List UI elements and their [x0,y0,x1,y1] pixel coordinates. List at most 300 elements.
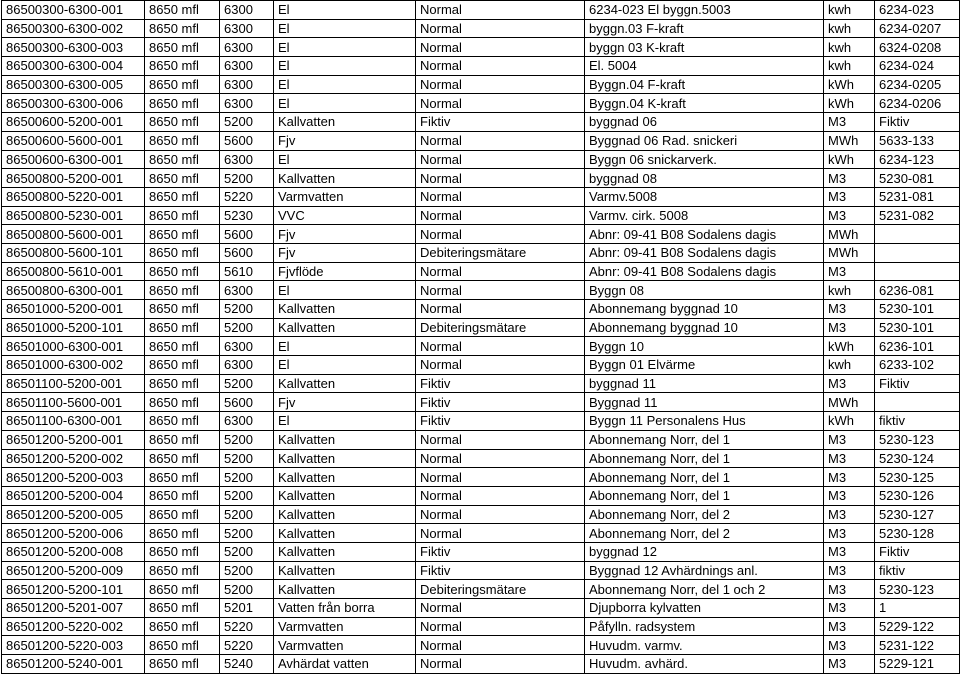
type-cell: Fiktiv [416,113,585,132]
type-cell: Fiktiv [416,542,585,561]
description-cell: Byggnad 12 Avhärdnings anl. [585,561,824,580]
meter-id-cell: 86501100-6300-001 [2,412,145,431]
description-cell: Djupborra kylvatten [585,599,824,618]
table-row [2,505,960,524]
area-cell: 8650 mfl [145,206,220,225]
meter-id-cell: 86501200-5220-003 [2,636,145,655]
unit-cell: kWh [824,337,875,356]
table-row [2,542,960,561]
meter-id-cell: 86500800-5200-001 [2,169,145,188]
media-cell: Fjvflöde [274,262,416,281]
description-cell: Huvudm. varmv. [585,636,824,655]
unit-cell: M3 [824,505,875,524]
code-cell: 5200 [220,318,274,337]
table-row [2,1,960,20]
area-cell: 8650 mfl [145,449,220,468]
media-cell: Fjv [274,131,416,150]
area-cell: 8650 mfl [145,113,220,132]
media-cell: Kallvatten [274,374,416,393]
meter-id-cell: 86500600-5200-001 [2,113,145,132]
account-cell: 6234-023 [875,1,960,20]
unit-cell: M3 [824,486,875,505]
table-row [2,94,960,113]
area-cell: 8650 mfl [145,524,220,543]
description-cell: byggn.03 F-kraft [585,19,824,38]
unit-cell: M3 [824,636,875,655]
description-cell: byggnad 12 [585,542,824,561]
meter-id-cell: 86500600-5600-001 [2,131,145,150]
type-cell: Normal [416,655,585,674]
code-cell: 6300 [220,150,274,169]
type-cell: Debiteringsmätare [416,243,585,262]
code-cell: 5600 [220,225,274,244]
unit-cell: M3 [824,300,875,319]
meter-id-cell: 86501200-5200-101 [2,580,145,599]
meter-id-cell: 86501200-5200-002 [2,449,145,468]
table-row [2,636,960,655]
area-cell: 8650 mfl [145,561,220,580]
area-cell: 8650 mfl [145,599,220,618]
media-cell: El [274,38,416,57]
unit-cell: M3 [824,655,875,674]
description-cell: Varmv.5008 [585,187,824,206]
meter-id-cell: 86500800-5230-001 [2,206,145,225]
table-row [2,113,960,132]
code-cell: 6300 [220,38,274,57]
area-cell: 8650 mfl [145,38,220,57]
area-cell: 8650 mfl [145,430,220,449]
type-cell: Normal [416,57,585,76]
type-cell: Normal [416,1,585,20]
table-row [2,393,960,412]
description-cell: Abnr: 09-41 B08 Sodalens dagis [585,225,824,244]
media-cell: Kallvatten [274,486,416,505]
area-cell: 8650 mfl [145,655,220,674]
unit-cell: kwh [824,19,875,38]
unit-cell: kWh [824,150,875,169]
unit-cell: kwh [824,38,875,57]
code-cell: 5200 [220,505,274,524]
account-cell: 5230-101 [875,318,960,337]
table-row [2,75,960,94]
type-cell: Normal [416,617,585,636]
meter-id-cell: 86500300-6300-002 [2,19,145,38]
account-cell: 6234-0207 [875,19,960,38]
type-cell: Normal [416,262,585,281]
media-cell: Kallvatten [274,430,416,449]
account-cell: 5230-125 [875,468,960,487]
unit-cell: M3 [824,206,875,225]
area-cell: 8650 mfl [145,300,220,319]
code-cell: 6300 [220,281,274,300]
code-cell: 5200 [220,430,274,449]
media-cell: El [274,94,416,113]
area-cell: 8650 mfl [145,486,220,505]
code-cell: 5230 [220,206,274,225]
media-cell: Kallvatten [274,524,416,543]
code-cell: 5200 [220,468,274,487]
area-cell: 8650 mfl [145,243,220,262]
code-cell: 5200 [220,542,274,561]
area-cell: 8650 mfl [145,1,220,20]
meter-id-cell: 86500300-6300-003 [2,38,145,57]
unit-cell: kwh [824,281,875,300]
meter-id-cell: 86500800-6300-001 [2,281,145,300]
unit-cell: M3 [824,468,875,487]
unit-cell: kWh [824,75,875,94]
meter-id-cell: 86500800-5600-001 [2,225,145,244]
account-cell: 5230-123 [875,430,960,449]
code-cell: 5200 [220,169,274,188]
meter-id-cell: 86501100-5600-001 [2,393,145,412]
area-cell: 8650 mfl [145,225,220,244]
account-cell [875,393,960,412]
description-cell: 6234-023 El byggn.5003 [585,1,824,20]
media-cell: Avhärdat vatten [274,655,416,674]
type-cell: Normal [416,356,585,375]
code-cell: 6300 [220,19,274,38]
description-cell: Byggnad 06 Rad. snickeri [585,131,824,150]
account-cell: Fiktiv [875,542,960,561]
media-cell: El [274,412,416,431]
area-cell: 8650 mfl [145,337,220,356]
area-cell: 8650 mfl [145,580,220,599]
table-row [2,169,960,188]
description-cell: byggnad 08 [585,169,824,188]
meter-id-cell: 86501200-5200-009 [2,561,145,580]
type-cell: Normal [416,486,585,505]
area-cell: 8650 mfl [145,281,220,300]
area-cell: 8650 mfl [145,393,220,412]
table-row [2,281,960,300]
table-row [2,318,960,337]
meter-table [1,0,960,674]
unit-cell: kwh [824,1,875,20]
unit-cell: M3 [824,561,875,580]
unit-cell: M3 [824,542,875,561]
description-cell: Byggn.04 F-kraft [585,75,824,94]
account-cell: 5231-122 [875,636,960,655]
description-cell: Abnr: 09-41 B08 Sodalens dagis [585,243,824,262]
type-cell: Normal [416,94,585,113]
type-cell: Normal [416,599,585,618]
type-cell: Normal [416,636,585,655]
meter-id-cell: 86500300-6300-006 [2,94,145,113]
table-row [2,599,960,618]
unit-cell: M3 [824,187,875,206]
table-row [2,243,960,262]
account-cell: Fiktiv [875,113,960,132]
media-cell: Kallvatten [274,318,416,337]
type-cell: Normal [416,38,585,57]
table-row [2,337,960,356]
unit-cell: MWh [824,243,875,262]
meter-id-cell: 86500600-6300-001 [2,150,145,169]
meter-id-cell: 86501000-5200-101 [2,318,145,337]
account-cell: 5231-081 [875,187,960,206]
table-row [2,430,960,449]
media-cell: Kallvatten [274,580,416,599]
meter-id-cell: 86501200-5200-005 [2,505,145,524]
table-row [2,412,960,431]
unit-cell: M3 [824,430,875,449]
account-cell: 5230-124 [875,449,960,468]
code-cell: 5600 [220,131,274,150]
code-cell: 5610 [220,262,274,281]
type-cell: Debiteringsmätare [416,318,585,337]
code-cell: 5200 [220,449,274,468]
description-cell: byggnad 06 [585,113,824,132]
description-cell: Byggnad 11 [585,393,824,412]
unit-cell: kwh [824,57,875,76]
description-cell: Abonnemang byggnad 10 [585,300,824,319]
description-cell: Abonnemang Norr, del 1 [585,430,824,449]
media-cell: Kallvatten [274,449,416,468]
type-cell: Normal [416,19,585,38]
account-cell: 6233-102 [875,356,960,375]
area-cell: 8650 mfl [145,75,220,94]
type-cell: Normal [416,449,585,468]
code-cell: 6300 [220,75,274,94]
type-cell: Fiktiv [416,412,585,431]
description-cell: Abonnemang Norr, del 1 [585,449,824,468]
media-cell: Kallvatten [274,542,416,561]
type-cell: Normal [416,281,585,300]
description-cell: Abonnemang Norr, del 1 [585,468,824,487]
type-cell: Fiktiv [416,393,585,412]
meter-id-cell: 86501200-5220-002 [2,617,145,636]
account-cell: fiktiv [875,561,960,580]
account-cell: Fiktiv [875,374,960,393]
type-cell: Normal [416,300,585,319]
table-row [2,580,960,599]
table-row [2,617,960,636]
code-cell: 6300 [220,356,274,375]
code-cell: 6300 [220,1,274,20]
unit-cell: M3 [824,169,875,188]
media-cell: VVC [274,206,416,225]
description-cell: Byggn.04 K-kraft [585,94,824,113]
table-row [2,524,960,543]
unit-cell: MWh [824,393,875,412]
area-cell: 8650 mfl [145,374,220,393]
account-cell: 5230-126 [875,486,960,505]
table-row [2,262,960,281]
type-cell: Fiktiv [416,374,585,393]
unit-cell: M3 [824,449,875,468]
media-cell: Varmvatten [274,187,416,206]
account-cell: 5229-121 [875,655,960,674]
area-cell: 8650 mfl [145,19,220,38]
unit-cell: MWh [824,225,875,244]
code-cell: 5240 [220,655,274,674]
area-cell: 8650 mfl [145,150,220,169]
table-row [2,57,960,76]
code-cell: 5220 [220,636,274,655]
media-cell: Vatten från borra [274,599,416,618]
account-cell: 6234-123 [875,150,960,169]
type-cell: Normal [416,131,585,150]
meter-id-cell: 86501200-5200-006 [2,524,145,543]
meter-id-cell: 86501200-5200-004 [2,486,145,505]
description-cell: Byggn 01 Elvärme [585,356,824,375]
meter-id-cell: 86501100-5200-001 [2,374,145,393]
account-cell: 5230-123 [875,580,960,599]
table-row [2,19,960,38]
type-cell: Normal [416,524,585,543]
area-cell: 8650 mfl [145,412,220,431]
account-cell: 5633-133 [875,131,960,150]
description-cell: Byggn 10 [585,337,824,356]
table-row [2,486,960,505]
area-cell: 8650 mfl [145,505,220,524]
account-cell: 5231-082 [875,206,960,225]
description-cell: Abonnemang Norr, del 2 [585,505,824,524]
account-cell: 6234-0206 [875,94,960,113]
unit-cell: kWh [824,94,875,113]
table-row [2,187,960,206]
unit-cell: M3 [824,599,875,618]
media-cell: El [274,281,416,300]
account-cell: 6236-081 [875,281,960,300]
meter-id-cell: 86500800-5600-101 [2,243,145,262]
description-cell: Påfylln. radsystem [585,617,824,636]
unit-cell: M3 [824,262,875,281]
meter-id-cell: 86501200-5200-008 [2,542,145,561]
code-cell: 5200 [220,113,274,132]
area-cell: 8650 mfl [145,169,220,188]
table-row [2,300,960,319]
code-cell: 5200 [220,374,274,393]
area-cell: 8650 mfl [145,318,220,337]
meter-id-cell: 86500800-5220-001 [2,187,145,206]
description-cell: Byggn 06 snickarverk. [585,150,824,169]
area-cell: 8650 mfl [145,94,220,113]
type-cell: Fiktiv [416,561,585,580]
account-cell: 6234-024 [875,57,960,76]
code-cell: 5201 [220,599,274,618]
media-cell: Kallvatten [274,169,416,188]
description-cell: Abonnemang Norr, del 1 och 2 [585,580,824,599]
area-cell: 8650 mfl [145,617,220,636]
code-cell: 6300 [220,337,274,356]
description-cell: Byggn 11 Personalens Hus [585,412,824,431]
code-cell: 5600 [220,393,274,412]
media-cell: Kallvatten [274,468,416,487]
meter-id-cell: 86501000-5200-001 [2,300,145,319]
code-cell: 5220 [220,187,274,206]
account-cell: 5230-127 [875,505,960,524]
table-row [2,449,960,468]
account-cell: 1 [875,599,960,618]
meter-id-cell: 86500300-6300-004 [2,57,145,76]
account-cell: 6324-0208 [875,38,960,57]
account-cell: 6236-101 [875,337,960,356]
media-cell: Kallvatten [274,300,416,319]
description-cell: Abonnemang byggnad 10 [585,318,824,337]
description-cell: El. 5004 [585,57,824,76]
meter-id-cell: 86501200-5240-001 [2,655,145,674]
unit-cell: M3 [824,524,875,543]
area-cell: 8650 mfl [145,468,220,487]
unit-cell: M3 [824,580,875,599]
account-cell: 6234-0205 [875,75,960,94]
account-cell [875,262,960,281]
code-cell: 5200 [220,300,274,319]
type-cell: Normal [416,150,585,169]
media-cell: Fjv [274,393,416,412]
area-cell: 8650 mfl [145,262,220,281]
code-cell: 6300 [220,94,274,113]
account-cell: 5230-081 [875,169,960,188]
unit-cell: MWh [824,131,875,150]
media-cell: Fjv [274,225,416,244]
code-cell: 6300 [220,57,274,76]
meter-id-cell: 86501200-5201-007 [2,599,145,618]
description-cell: Varmv. cirk. 5008 [585,206,824,225]
area-cell: 8650 mfl [145,57,220,76]
type-cell: Normal [416,206,585,225]
code-cell: 6300 [220,412,274,431]
media-cell: Kallvatten [274,505,416,524]
media-cell: El [274,1,416,20]
unit-cell: kWh [824,412,875,431]
table-row [2,38,960,57]
media-cell: El [274,337,416,356]
code-cell: 5600 [220,243,274,262]
meter-id-cell: 86500300-6300-001 [2,1,145,20]
account-cell [875,225,960,244]
unit-cell: M3 [824,617,875,636]
type-cell: Normal [416,468,585,487]
table-row [2,225,960,244]
media-cell: Kallvatten [274,113,416,132]
description-cell: byggn 03 K-kraft [585,38,824,57]
type-cell: Debiteringsmätare [416,580,585,599]
area-cell: 8650 mfl [145,187,220,206]
area-cell: 8650 mfl [145,356,220,375]
type-cell: Normal [416,337,585,356]
description-cell: Byggn 08 [585,281,824,300]
area-cell: 8650 mfl [145,636,220,655]
type-cell: Normal [416,187,585,206]
media-cell: El [274,19,416,38]
unit-cell: M3 [824,113,875,132]
meter-id-cell: 86501200-5200-003 [2,468,145,487]
unit-cell: kwh [824,356,875,375]
table-row [2,374,960,393]
table-row [2,356,960,375]
type-cell: Normal [416,430,585,449]
media-cell: Kallvatten [274,561,416,580]
media-cell: Fjv [274,243,416,262]
media-cell: Varmvatten [274,617,416,636]
account-cell [875,243,960,262]
meter-id-cell: 86500800-5610-001 [2,262,145,281]
meter-id-cell: 86501000-6300-002 [2,356,145,375]
media-cell: El [274,75,416,94]
media-cell: El [274,57,416,76]
table-row [2,150,960,169]
meter-id-cell: 86501200-5200-001 [2,430,145,449]
description-cell: Huvudm. avhärd. [585,655,824,674]
description-cell: Abonnemang Norr, del 2 [585,524,824,543]
code-cell: 5200 [220,486,274,505]
media-cell: El [274,356,416,375]
account-cell: 5229-122 [875,617,960,636]
unit-cell: M3 [824,374,875,393]
table-row [2,655,960,674]
